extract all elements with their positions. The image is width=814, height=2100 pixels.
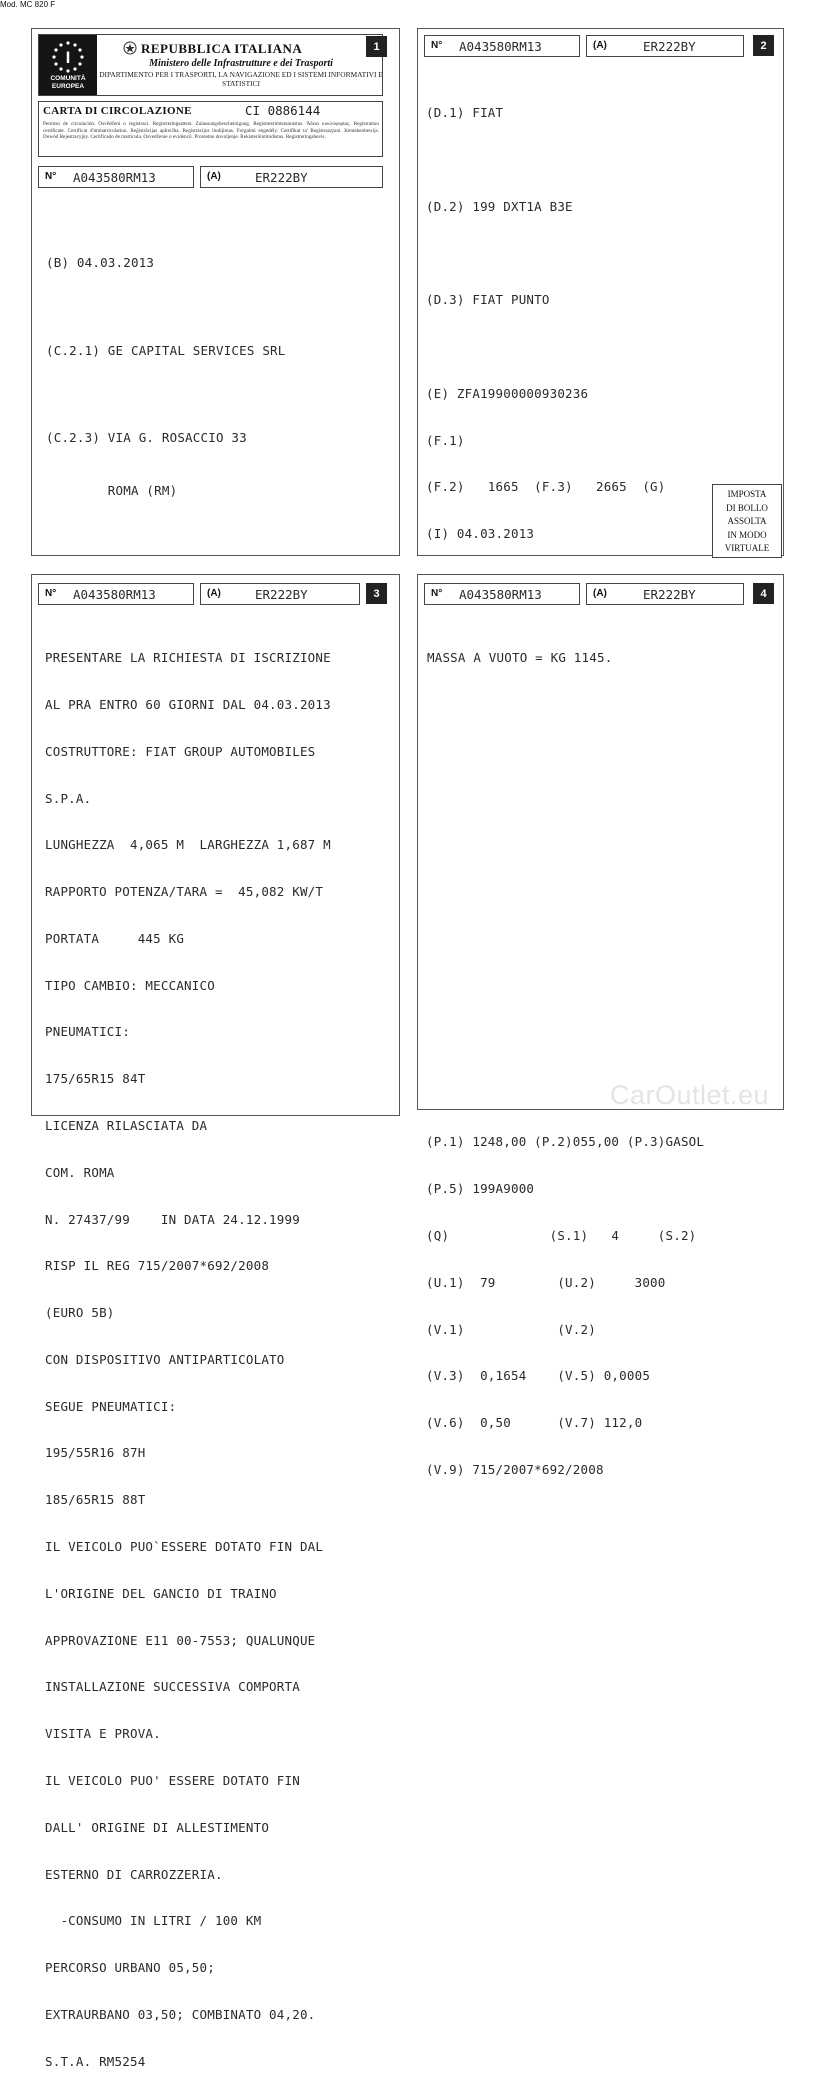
eu-emblem (39, 35, 97, 95)
field-line (426, 246, 704, 262)
field-line: (V.1) (V.2) (426, 1321, 596, 1337)
no-label: N° (45, 171, 57, 182)
doc-number: A043580RM13 (459, 39, 542, 54)
doc-number: A043580RM13 (459, 587, 542, 602)
eu-stars-icon (47, 39, 89, 75)
field-line: S.T.A. RM5254 (45, 2053, 146, 2069)
field-line: S.P.A. (45, 790, 92, 806)
department-title: DIPARTIMENTO PER I TRASPORTI, LA NAVIGAZIONE ED I SISTEMI INFORMATIVI E STATISTICI (99, 70, 383, 88)
field-line: (U.1) 79 (U.2) 3000 (426, 1274, 666, 1290)
no-label: N° (431, 588, 443, 599)
doc-number: A043580RM13 (73, 170, 156, 185)
panel-number-3: 3 (366, 583, 387, 604)
plate-number: ER222BY (643, 39, 696, 54)
field-line: TIPO CAMBIO: MECCANICO (45, 977, 215, 993)
panel-1-fields (46, 219, 286, 534)
field-line: PNEUMATICI: (45, 1024, 130, 1040)
a-label: (A) (207, 588, 221, 599)
republic-title: REPUBBLICA ITALIANA (141, 41, 303, 56)
field-line: L'ORIGINE DEL GANCIO DI TRAINO (45, 1585, 277, 1601)
republic-emblem-icon (123, 41, 137, 55)
field-line: (P.1) 1248,00 (P.2)055,00 (P.3)GASOL (426, 1134, 705, 1150)
field-line: (EURO 5B) (45, 1305, 115, 1321)
field-line: LICENZA RILASCIATA DA (45, 1118, 208, 1133)
field-line: COM. ROMA (45, 1164, 115, 1180)
plate-number: ER222BY (255, 587, 308, 602)
plate-box (586, 583, 744, 605)
field-line: ROMA (RM) (46, 482, 178, 498)
plate-box (200, 166, 383, 188)
field-line: PRESENTARE LA RICHIESTA DI ISCRIZIONE (45, 650, 331, 666)
panel-number-2: 2 (753, 35, 774, 56)
field-line: (V.3) 0,1654 (V.5) 0,0005 (426, 1368, 651, 1384)
no-label: N° (45, 588, 57, 599)
field-line: N. 27437/99 IN DATA 24.12.1999 (45, 1211, 300, 1227)
bollo-line: VIRTUALE (724, 543, 770, 553)
header-ministry (38, 34, 383, 96)
field-line: (F.1) (426, 432, 465, 448)
ministry-title: Ministero delle Infrastrutture e dei Trasporti (149, 58, 333, 69)
field-line: (D.3) FIAT PUNTO (426, 292, 550, 308)
field-line: SEGUE PNEUMATICI: (45, 1398, 177, 1414)
field-line: IL VEICOLO PUO`ESSERE DOTATO FIN DAL (45, 1539, 324, 1555)
a-label: (A) (207, 171, 221, 182)
field-line: (V.9) 715/2007*692/2008 (426, 1461, 604, 1477)
field-line: PORTATA 445 KG (45, 930, 185, 946)
bollo-line: IMPOSTA (727, 489, 767, 499)
stamp-duty-box (712, 484, 782, 558)
field-line: RAPPORTO POTENZA/TARA = 45,082 KW/T (45, 884, 324, 900)
field-line: (P.5) 199A9000 (426, 1181, 535, 1197)
multilingual-note: Permiso de circulación. Osvědčení o registraci. Registreringsattest. Zulassungsbescheinigung. Registreerimistunnistus. Άδεια κυκλοφορίας. Registration certificate. Certificat d'immatriculation. Reģistrācijas apliecība. Registracijos liudijimas. Forgalmi engedély. Certifikat ta' Registrazzjoni. Kentekenbewijs. Dowód Rejestracyjny. Certificado de matrícula. Osvedčenie o evidencii. Prometno dovoljenje. Rekisteröintitodistus. Registreringsbevis. (43, 121, 379, 141)
a-label: (A) (593, 588, 607, 599)
plate-box (586, 35, 744, 57)
field-line: MASSA A VUOTO = KG 1145. (427, 650, 613, 666)
field-line: (D.1) FIAT (426, 105, 504, 121)
field-line: RISP IL REG 715/2007*692/2008 (45, 1258, 270, 1274)
panel-number-4: 4 (753, 583, 774, 604)
field-line: VISITA E PROVA. (45, 1726, 161, 1742)
field-line: INSTALLAZIONE SUCCESSIVA COMPORTA (45, 1679, 300, 1695)
no-label: N° (431, 40, 443, 51)
bollo-line: IN MODO (727, 529, 767, 540)
field-line: (Q) (S.1) 4 (S.2) (426, 1227, 697, 1243)
field-line (426, 152, 704, 168)
ci-number: CI 0886144 (245, 103, 321, 118)
field-line: (D.2) 199 DXT1A B3E (426, 198, 573, 214)
doc-number-box (38, 166, 194, 188)
doc-number-box (38, 583, 194, 605)
carta-title: CARTA DI CIRCOLAZIONE (43, 105, 192, 117)
field-line: ESTERNO DI CARROZZERIA. (45, 1866, 223, 1882)
panel-1 (31, 28, 400, 556)
field-line: EXTRAURBANO 03,50; COMBINATO 04,20. (45, 2006, 316, 2022)
plate-number: ER222BY (643, 587, 696, 602)
watermark-text: CarOutlet.eu (610, 1080, 770, 1110)
field-line: (F.2) 1665 (F.3) 2665 (G) (426, 479, 666, 495)
bollo-line: ASSOLTA (727, 516, 767, 526)
eu-country-code: I (65, 48, 71, 67)
doc-number-box (424, 35, 580, 57)
field-line: PERCORSO URBANO 05,50; (45, 1960, 215, 1976)
field-line: CON DISPOSITIVO ANTIPARTICOLATO (45, 1351, 285, 1367)
field-line: APPROVAZIONE E11 00-7553; QUALUNQUE (45, 1632, 316, 1648)
field-line: 195/55R16 87H (45, 1445, 146, 1461)
field-line: (V.6) 0,50 (V.7) 112,0 (426, 1415, 643, 1431)
panel-number-1: 1 (366, 36, 387, 57)
field-line: DALL' ORIGINE DI ALLESTIMENTO (45, 1819, 270, 1835)
plate-box (200, 583, 360, 605)
field-line: 185/65R15 88T (45, 1492, 146, 1508)
doc-number: A043580RM13 (73, 587, 156, 602)
panel-4-fields (427, 619, 612, 697)
field-line: (E) ZFA19900000930236 (426, 385, 589, 401)
doc-number-box (424, 583, 580, 605)
panel-3-fields (45, 619, 331, 2100)
field-line: (C.2.3) VIA G. ROSACCIO 33 (46, 430, 247, 445)
a-label: (A) (593, 40, 607, 51)
panel-3 (31, 574, 400, 2069)
field-line: 175/65R15 84T (45, 1071, 146, 1087)
form-model-code: Mod. MC 820 F (0, 0, 56, 9)
field-line: LUNGHEZZA 4,065 M LARGHEZZA 1,687 M (45, 837, 331, 853)
carta-circolazione-header (38, 101, 383, 157)
field-line: -CONSUMO IN LITRI / 100 KM (45, 1913, 262, 1929)
eu-text: COMUNITÀ EUROPEA (50, 75, 86, 90)
field-line (426, 339, 704, 355)
field-line: (I) 04.03.2013 (426, 526, 535, 542)
bollo-line: DI BOLLO (726, 502, 768, 513)
panel-4 (417, 574, 784, 1110)
field-line: AL PRA ENTRO 60 GIORNI DAL 04.03.2013 (45, 696, 331, 712)
field-line: IL VEICOLO PUO' ESSERE DOTATO FIN (45, 1772, 300, 1788)
field-line: COSTRUTTORE: FIAT GROUP AUTOMOBILES (45, 743, 316, 759)
field-line: (C.2.1) GE CAPITAL SERVICES SRL (46, 342, 286, 358)
field-line: (B) 04.03.2013 (46, 255, 155, 270)
plate-number: ER222BY (255, 170, 308, 185)
